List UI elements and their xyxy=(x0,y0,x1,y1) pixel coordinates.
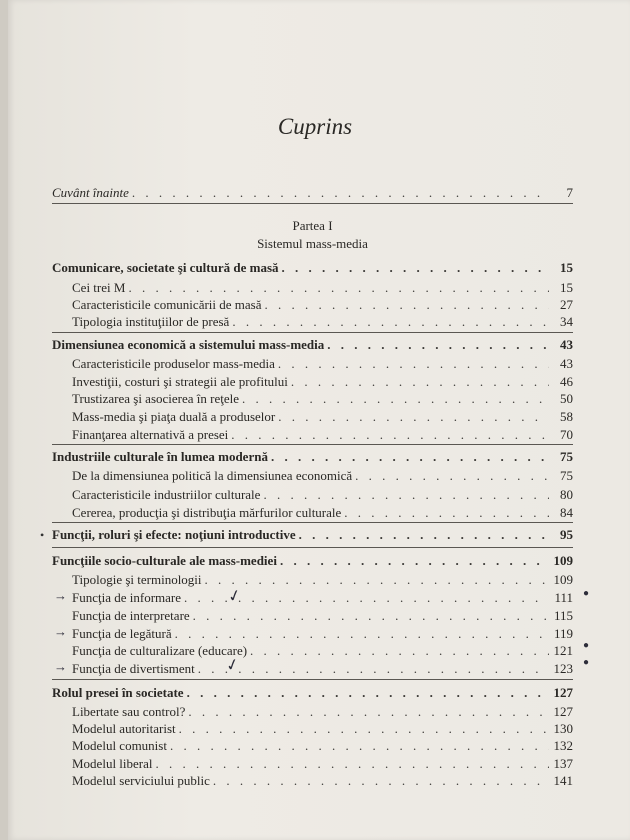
toc-entry-page: 7 xyxy=(566,185,573,200)
toc-subentry-label: Caracteristicile produselor mass-media xyxy=(72,356,275,371)
toc-subentry xyxy=(72,409,573,425)
toc-subentry-label: Trustizarea şi asocierea în reţele xyxy=(72,391,240,406)
dot-leader xyxy=(265,297,550,313)
pen-dot-mark: ● xyxy=(583,657,590,668)
pen-dot-mark: • xyxy=(40,528,45,542)
toc-subentry-page: 130 xyxy=(553,721,573,736)
toc-subentry-label: Cei trei M xyxy=(72,280,126,295)
toc-entry-foreword xyxy=(52,185,573,201)
toc-subentry xyxy=(72,738,573,754)
dot-leader xyxy=(278,356,549,372)
dot-leader xyxy=(327,337,549,353)
toc-subentry-label: Tipologie şi terminologii xyxy=(72,572,202,587)
toc-subentry xyxy=(72,314,573,330)
toc-chapter-title: Dimensiunea economică a sistemului mass-media xyxy=(52,337,325,352)
toc-entry-label: Cuvânt înainte xyxy=(52,185,129,200)
dot-leader xyxy=(193,608,549,624)
toc-chapter-page: 95 xyxy=(560,527,573,542)
toc-subentry-label: Funcţia de divertisment xyxy=(72,661,195,676)
toc-subentry-page: 109 xyxy=(553,572,573,587)
divider xyxy=(52,679,573,680)
toc-chapter-page: 109 xyxy=(553,553,573,568)
dot-leader xyxy=(231,427,549,443)
arrow-mark-icon: → xyxy=(54,659,67,674)
toc-chapter xyxy=(52,685,573,701)
arrow-mark-icon: → xyxy=(54,588,67,603)
toc-subentry xyxy=(72,773,573,789)
toc-subentry xyxy=(72,756,573,772)
arrow-mark-icon: → xyxy=(54,624,67,639)
toc-subentry xyxy=(72,356,573,372)
toc-subentry xyxy=(72,468,573,484)
dot-leader xyxy=(156,756,549,772)
toc-subentry xyxy=(72,374,573,390)
toc-subentry-page: 75 xyxy=(560,468,573,483)
toc-subentry-label: Funcţia de informare xyxy=(72,590,182,605)
toc-chapter xyxy=(52,449,573,465)
toc-subentry-label: Mass-media şi piaţa duală a produselor xyxy=(72,409,276,424)
dot-leader xyxy=(232,314,549,330)
dot-leader xyxy=(132,185,549,201)
toc-subentry-page: 70 xyxy=(560,427,573,442)
toc-chapter-title: Funcţii, roluri şi efecte: noţiuni introductive xyxy=(52,527,296,542)
toc-subentry xyxy=(72,505,573,521)
toc-subentry-page: 84 xyxy=(560,505,573,520)
toc-subentry xyxy=(72,643,573,659)
divider xyxy=(52,547,573,548)
toc-subentry-page: 111 xyxy=(554,590,573,605)
toc-subentry-page: 46 xyxy=(560,374,573,389)
dot-leader xyxy=(278,409,549,425)
toc-subentry-page: 123 xyxy=(553,661,573,676)
dot-leader xyxy=(250,643,549,659)
toc-subentry-label: Caracteristicile industriilor culturale xyxy=(72,487,261,502)
toc-subentry-label: Funcţia de interpretare xyxy=(72,608,190,623)
check-mark-icon: ✓ xyxy=(226,586,244,607)
toc-subentry-label: Cererea, producţia şi distribuţia mărfurilor culturale xyxy=(72,505,342,520)
toc-subentry xyxy=(72,721,573,737)
toc-subentry-label: Funcţia de culturalizare (educare) xyxy=(72,643,248,658)
toc-subentry xyxy=(72,487,573,503)
dot-leader xyxy=(128,280,549,296)
dot-leader xyxy=(242,391,549,407)
dot-leader xyxy=(282,260,549,276)
toc-subentry-page: 132 xyxy=(553,738,573,753)
dot-leader xyxy=(344,505,549,521)
toc-subentry-page: 137 xyxy=(553,756,573,771)
page-title: Cuprins xyxy=(277,114,353,139)
dot-leader xyxy=(213,773,549,789)
dot-leader xyxy=(188,704,549,720)
toc-subentry xyxy=(72,661,573,677)
divider xyxy=(52,522,573,523)
dot-leader xyxy=(198,661,549,677)
pen-dot-mark: ● xyxy=(583,640,590,651)
toc-subentry xyxy=(72,280,573,296)
toc-subentry-label: Modelul liberal xyxy=(72,756,153,771)
part-number: Partea I xyxy=(292,218,333,233)
toc-subentry-page: 119 xyxy=(553,626,573,641)
dot-leader xyxy=(291,374,549,390)
divider xyxy=(52,332,573,333)
toc-chapter-page: 75 xyxy=(560,449,573,464)
toc-subentry-page: 58 xyxy=(560,409,573,424)
dot-leader xyxy=(271,449,549,465)
dot-leader xyxy=(280,553,549,569)
toc-subentry xyxy=(72,427,573,443)
toc-subentry xyxy=(72,572,573,588)
toc-subentry-label: Libertate sau control? xyxy=(72,704,186,719)
toc-chapter xyxy=(52,527,573,543)
toc-subentry-page: 80 xyxy=(560,487,573,502)
toc-subentry-label: Modelul serviciului public xyxy=(72,773,210,788)
toc-chapter xyxy=(52,260,573,276)
toc-subentry-page: 50 xyxy=(560,391,573,406)
toc-chapter-title: Rolul presei în societate xyxy=(52,685,184,700)
toc-subentry xyxy=(72,626,573,642)
toc-subentry-label: Finanţarea alternativă a presei xyxy=(72,427,229,442)
toc-subentry-label: Modelul autoritarist xyxy=(72,721,176,736)
toc-subentry-page: 141 xyxy=(553,773,573,788)
toc-subentry-page: 121 xyxy=(553,643,573,658)
dot-leader xyxy=(355,468,549,484)
toc-chapter-title: Industriile culturale în lumea modernă xyxy=(52,449,268,464)
toc-chapter xyxy=(52,337,573,353)
toc-chapter-title: Comunicare, societate şi cultură de masă xyxy=(52,260,279,275)
toc-subentry-page: 34 xyxy=(560,314,573,329)
dot-leader xyxy=(263,487,549,503)
dot-leader xyxy=(175,626,549,642)
divider xyxy=(52,203,573,204)
dot-leader xyxy=(170,738,549,754)
part-name: Sistemul mass-media xyxy=(257,236,368,251)
toc-subentry-label: Caracteristicile comunicării de masă xyxy=(72,297,262,312)
toc-subentry-label: Modelul comunist xyxy=(72,738,167,753)
toc-chapter-page: 127 xyxy=(553,685,573,700)
toc-subentry xyxy=(72,590,573,606)
toc-chapter xyxy=(52,553,573,569)
toc-subentry xyxy=(72,297,573,313)
pen-dot-mark: ● xyxy=(583,588,590,599)
toc-subentry-page: 27 xyxy=(560,297,573,312)
toc-subentry-page: 15 xyxy=(560,280,573,295)
toc-subentry-page: 127 xyxy=(553,704,573,719)
toc-subentry-label: Tipologia instituţiilor de presă xyxy=(72,314,230,329)
toc-subentry-page: 115 xyxy=(553,608,573,623)
toc-chapter-title: Funcţiile socio-culturale ale mass-mediei xyxy=(52,553,277,568)
toc-subentry-label: Investiţii, costuri şi strategii ale profitului xyxy=(72,374,288,389)
toc-subentry xyxy=(72,391,573,407)
toc-subentry-label: Funcţia de legătură xyxy=(72,626,172,641)
toc-subentry-page: 43 xyxy=(560,356,573,371)
dot-leader xyxy=(179,721,549,737)
toc-subentry xyxy=(72,608,573,624)
toc-chapter-page: 15 xyxy=(560,260,573,275)
dot-leader xyxy=(299,527,549,543)
toc-chapter-page: 43 xyxy=(560,337,573,352)
toc-subentry-label: De la dimensiunea politică la dimensiunea economică xyxy=(72,468,353,483)
toc-subentry xyxy=(72,704,573,720)
dot-leader xyxy=(205,572,549,588)
check-mark-icon: ✓ xyxy=(224,655,242,676)
divider xyxy=(52,444,573,445)
dot-leader xyxy=(187,685,549,701)
